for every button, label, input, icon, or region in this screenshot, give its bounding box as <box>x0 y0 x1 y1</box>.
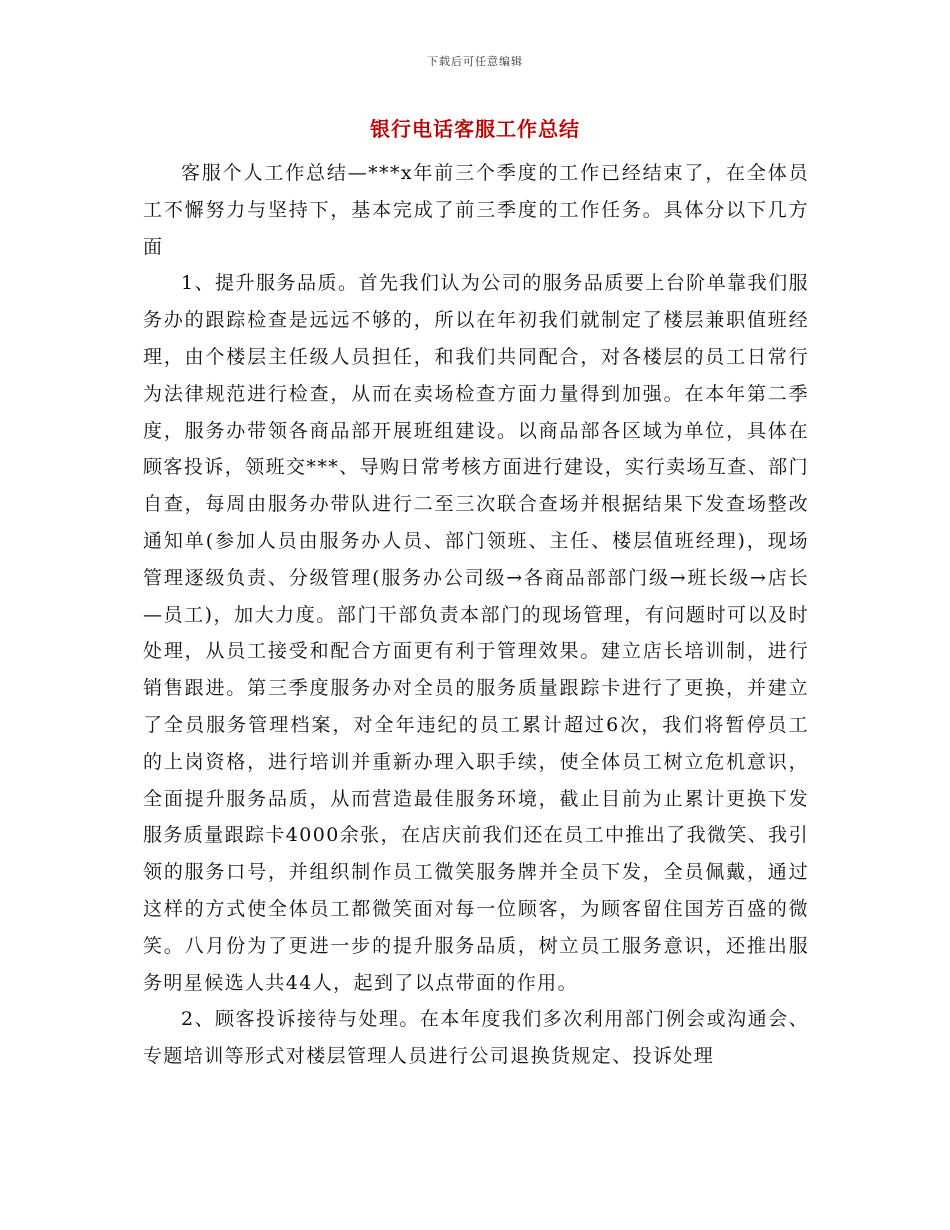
paragraph-complaint-handling: 2、顾客投诉接待与处理。在本年度我们多次利用部门例会或沟通会、专题培训等形式对楼层管理人员进行公司退换货规定、投诉处理 <box>143 1008 809 1068</box>
document-title: 银行电话客服工作总结 <box>370 117 580 141</box>
document-body <box>143 155 809 1075</box>
paragraph-service-quality: 1、提升服务品质。首先我们认为公司的服务品质要上台阶单靠我们服务办的跟踪检查是远远不够的，所以在年初我们就制定了楼层兼职值班经理，由个楼层主任级人员担任，和我们共同配合，对各楼层的员工日常行为法律规范进行检查，从而在卖场检查方面力量得到加强。在本年第二季度，服务办带领各商品部开展班组建设。以商品部各区域为单位，具体在顾客投诉，领班交***、导购日常考核方面进行建设，实行卖场互查、部门自查，每周由服务办带队进行二至三次联合查场并根据结果下发查场整改通知单(参加人员由服务办人员、部门领班、主任、楼层值班经理)，现场管理逐级负责、分级管理(服务办公司级→各商品部部门级→班长级→店长—员工)，加大力度。部门干部负责本部门的现场管理，有问题时可以及时处理，从员工接受和配合方面更有利于管理效果。建立店长培训制，进行销售跟进。第三季度服务办对全员的服务质量跟踪卡进行了更换，并建立了全员服务管理档案，对全年违纪的员工累计超过6次，我们将暂停员工的上岗资格，进行培训并重新办理入职手续，使全体员工树立危机意识，全面提升服务品质，从而营造最佳服务环境，截止目前为止累计更换下发服务质量跟踪卡4000余张，在店庆前我们还在员工中推出了我微笑、我引领的服务口号，并组织制作员工微笑服务牌并全员下发，全员佩戴，通过这样的方式使全体员工都微笑面对每一位顾客，为顾客留住国芳百盛的微笑。八月份为了更进一步的提升服务品质，树立员工服务意识，还推出服务明星候选人共44人，起到了以点带面的作用。 <box>143 272 809 994</box>
header-note: 下载后可任意编辑 <box>427 55 523 68</box>
paragraph-intro: 客服个人工作总结—***x年前三个季度的工作已经结束了，在全体员工不懈努力与坚持下，基本完成了前三季度的工作任务。具体分以下几方面 <box>143 162 809 258</box>
